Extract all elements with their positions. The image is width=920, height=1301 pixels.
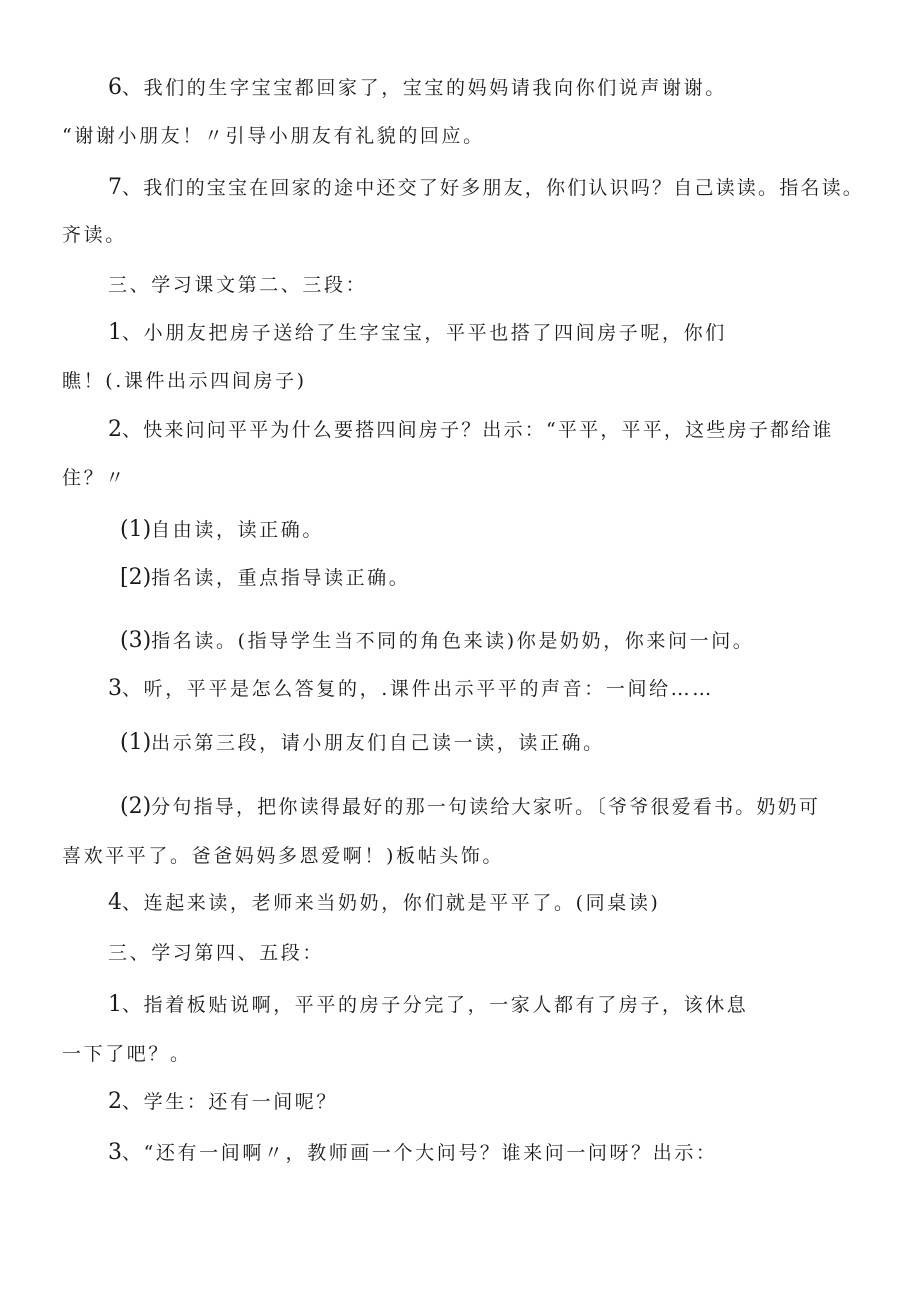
item-number: 3 (108, 676, 122, 701)
paragraph-line-12: 1、指着板贴说啊，平平的房子分完了，一家人都有了房子，该休息 (108, 992, 749, 1017)
paragraph-line-8: 住？〃 (62, 467, 127, 489)
item-number: 4 (108, 890, 122, 915)
paragraph-line-4: 齐读。 (62, 224, 127, 246)
item-number: 2 (108, 1089, 122, 1114)
item-number: 7 (108, 175, 122, 200)
list-item-4: (1)出示第三段，请小朋友们自己读一读，读正确。 (120, 730, 605, 755)
list-item-1: (1)自由读，读正确。 (120, 517, 324, 542)
paragraph-line-5: 1、小朋友把房子送给了生字宝宝，平平也搭了四间房子呢，你们 (108, 320, 727, 345)
paragraph-line-1: 6、我们的生字宝宝都回家了，宝宝的妈妈请我向你们说声谢谢。 (108, 75, 727, 100)
paragraph-line-7: 2、快来问问平平为什么要搭四间房子？出示：“平平，平平，这些房子都给谁 (108, 417, 834, 442)
paragraph-line-9: 3、听，平平是怎么答复的，.课件出示平平的声音：一间给…… (108, 676, 714, 701)
paragraph-line-3: 7、我们的宝宝在回家的途中还交了好多朋友，你们认识吗？自己读读。指名读。 (108, 175, 865, 200)
paragraph-line-6: 瞧！(.课件出示四间房子) (62, 370, 307, 392)
paragraph-line-15: 3、“还有一间啊〃，教师画一个大问号？谁来问一问呀？出示： (108, 1140, 718, 1165)
item-number: [2) (120, 565, 152, 590)
item-number: 2 (108, 417, 122, 442)
item-number: 3 (108, 1140, 122, 1165)
item-number: (1) (120, 730, 152, 755)
item-number: (2) (120, 794, 152, 819)
item-number: (1) (120, 517, 152, 542)
paragraph-line-11: 4、连起来读，老师来当奶奶，你们就是平平了。(同桌读) (108, 890, 661, 915)
paragraph-line-14: 2、学生：还有一间呢？ (108, 1089, 339, 1114)
paragraph-line-13: 一下了吧？。 (62, 1043, 192, 1065)
item-number: (3) (120, 628, 152, 653)
item-number: 6 (108, 75, 122, 100)
section-heading-2-3: 三、学习课文第二、三段： (108, 274, 368, 296)
item-number: 1 (108, 992, 122, 1017)
list-item-3: (3)指名读。(指导学生当不同的角色来读)你是奶奶，你来问一问。 (120, 628, 755, 653)
list-item-5: (2)分句指导，把你读得最好的那一句读给大家听。〔爷爷很爱看书。奶奶可 (120, 794, 821, 819)
section-heading-4-5: 三、学习第四、五段： (108, 942, 325, 964)
paragraph-line-10: 喜欢平平了。爸爸妈妈多恩爱啊！)板帖头饰。 (62, 845, 505, 867)
list-item-2: [2)指名读，重点指导读正确。 (120, 565, 411, 590)
paragraph-line-2: “谢谢小朋友！〃引导小朋友有礼貌的回应。 (62, 125, 485, 147)
item-number: 1 (108, 320, 122, 345)
